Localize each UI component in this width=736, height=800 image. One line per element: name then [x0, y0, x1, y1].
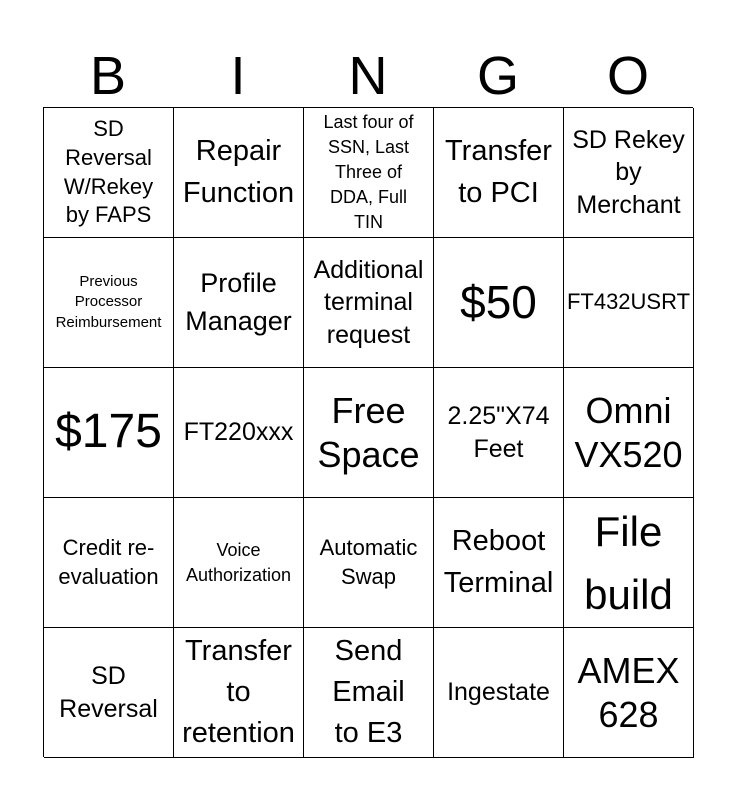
- bingo-cell[interactable]: Profile Manager: [174, 238, 304, 368]
- free-space-cell[interactable]: Free Space: [304, 368, 434, 498]
- bingo-cell[interactable]: $50: [434, 238, 564, 368]
- bingo-cell[interactable]: Reboot Terminal: [434, 498, 564, 628]
- bingo-cell[interactable]: SD Rekey by Merchant: [564, 108, 694, 238]
- bingo-cell[interactable]: Send Email to E3: [304, 628, 434, 758]
- bingo-cell[interactable]: Ingestate: [434, 628, 564, 758]
- bingo-cell[interactable]: Voice Authorization: [174, 498, 304, 628]
- bingo-cell[interactable]: FT432USRT: [564, 238, 694, 368]
- header-letter-g: G: [476, 46, 519, 106]
- bingo-cell[interactable]: Last four of SSN, Last Three of DDA, Full TIN: [304, 108, 434, 238]
- bingo-cell[interactable]: SD Reversal W/Rekey by FAPS: [44, 108, 174, 238]
- bingo-cell[interactable]: Omni VX520: [564, 368, 694, 498]
- bingo-cell[interactable]: $175: [44, 368, 174, 498]
- bingo-cell[interactable]: Repair Function: [174, 108, 304, 238]
- bingo-header: [43, 40, 693, 108]
- bingo-cell[interactable]: File build: [564, 498, 694, 628]
- bingo-cell[interactable]: AMEX 628: [564, 628, 694, 758]
- header-letter-b: B: [89, 46, 127, 106]
- bingo-board: [43, 107, 693, 757]
- bingo-cell[interactable]: Transfer to retention: [174, 628, 304, 758]
- bingo-cell[interactable]: FT220xxx: [174, 368, 304, 498]
- bingo-cell[interactable]: Additional terminal request: [304, 238, 434, 368]
- header-letter-n: N: [348, 46, 388, 106]
- bingo-cell[interactable]: Transfer to PCI: [434, 108, 564, 238]
- header-letter-o: O: [606, 46, 649, 106]
- bingo-cell[interactable]: SD Reversal: [44, 628, 174, 758]
- bingo-cell[interactable]: Previous Processor Reimbursement: [44, 238, 174, 368]
- header-letter-i: I: [230, 46, 246, 106]
- bingo-cell[interactable]: Automatic Swap: [304, 498, 434, 628]
- bingo-cell[interactable]: Credit re- evaluation: [44, 498, 174, 628]
- bingo-cell[interactable]: 2.25"X74 Feet: [434, 368, 564, 498]
